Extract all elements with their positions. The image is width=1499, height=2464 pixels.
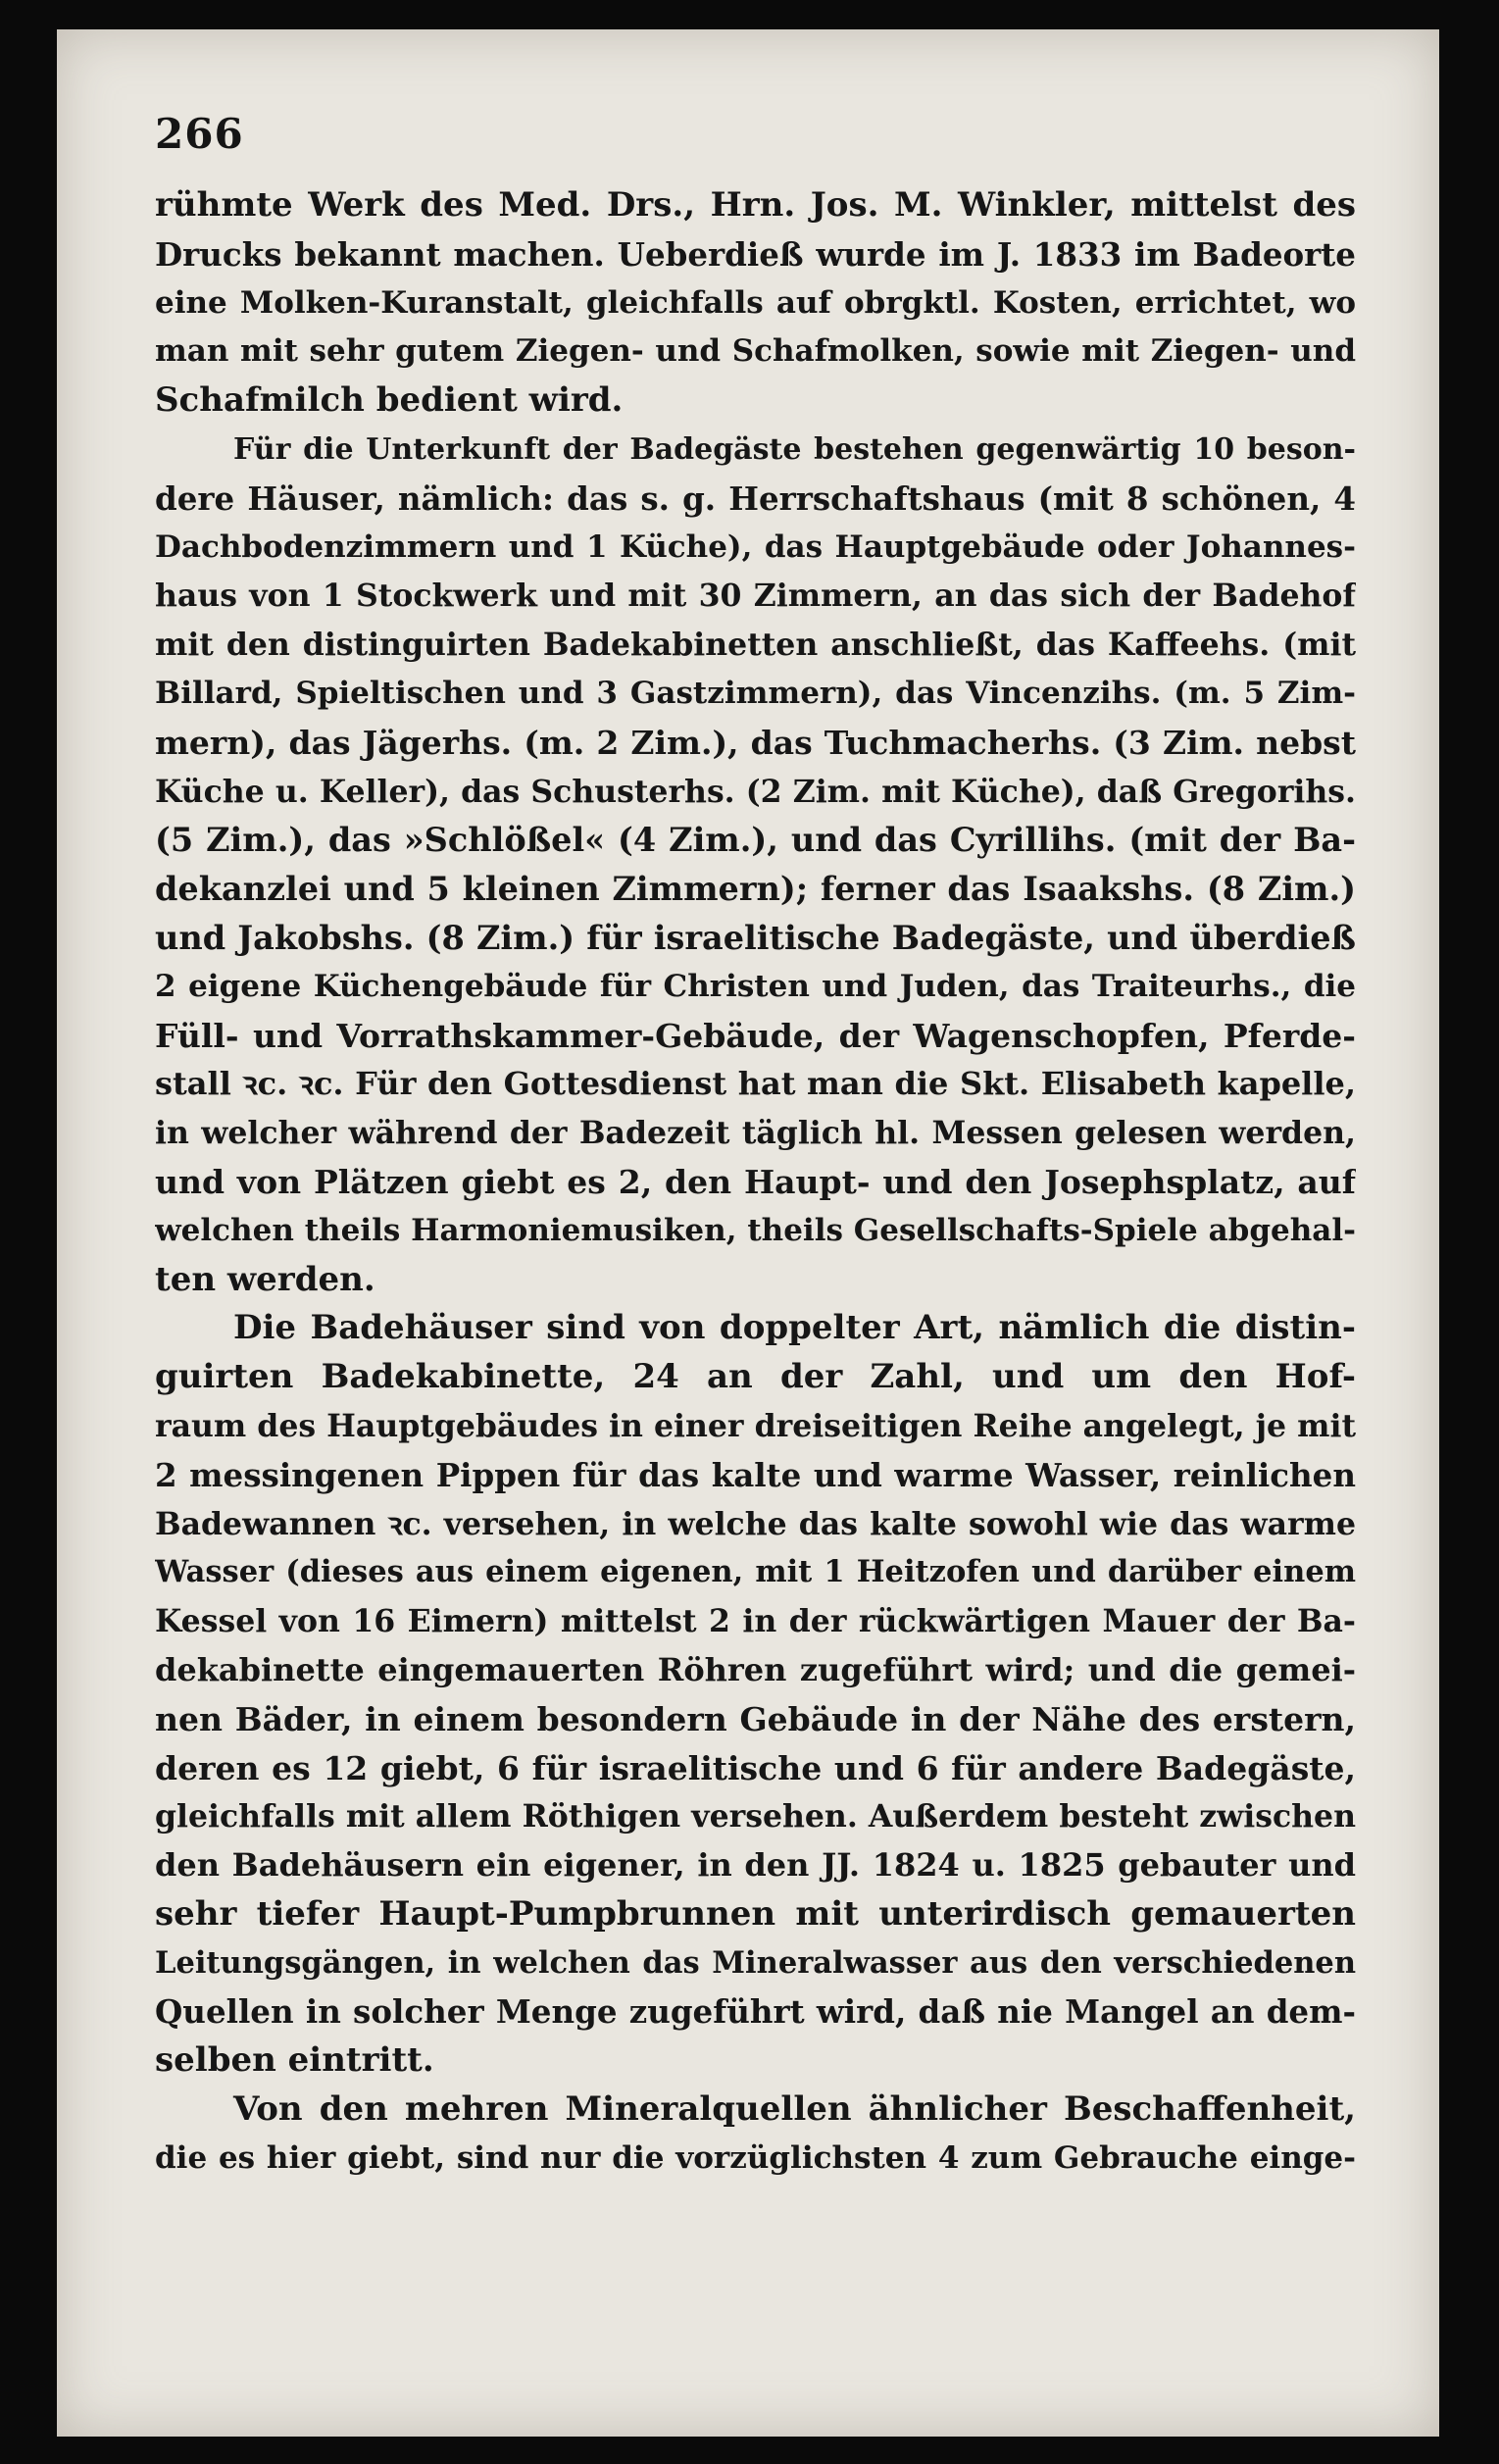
- text-line: 2 messingenen Pippen für das kalte und warme Wasser, reinlichen: [155, 1455, 1356, 1494]
- text-line: dekanzlei und 5 kleinen Zimmern); ferner das Isaakshs. (8 Zim.): [155, 870, 1356, 909]
- text-line: ten werden.: [155, 1259, 375, 1299]
- text-line: Kessel von 16 Eimern) mittelst 2 in der rückwärtigen Mauer der Ba-: [155, 1603, 1356, 1640]
- text-line: und Jakobshs. (8 Zim.) für israelitische Badegäste, und überdieß: [155, 918, 1356, 957]
- text-line: Von den mehren Mineralquellen ähnlicher Beschaffenheit,: [233, 2089, 1356, 2130]
- text-line: den Badehäusern ein eigener, in den JJ. 1824 u. 1825 gebauter und: [155, 1846, 1356, 1885]
- text-line: guirten Badekabinette, 24 an der Zahl, und um den Hof-: [155, 1357, 1356, 1397]
- text-line: in welcher während der Badezeit täglich hl. Messen gelesen werden,: [155, 1115, 1356, 1152]
- text-line: Füll- und Vorrathskammer-Gebäude, der Wagenschopfen, Pferde-: [155, 1016, 1356, 1055]
- text-line: Leitungsgängen, in welchen das Mineralwasser aus den verschiedenen: [155, 1944, 1356, 1981]
- text-line: und von Plätzen giebt es 2, den Haupt- und den Josephsplatz, auf: [155, 1162, 1356, 1201]
- text-line: Schafmilch bedient wird.: [155, 380, 624, 421]
- text-line: dekabinette eingemauerten Röhren zugeführt wird; und die gemei-: [155, 1650, 1356, 1688]
- text-line: dere Häuser, nämlich: das s. g. Herrschaftshaus (mit 8 schönen, 4: [155, 478, 1356, 518]
- text-line: Badewannen ꝛc. versehen, in welche das kalte sowohl wie das warme: [155, 1505, 1356, 1542]
- text-line: Wasser (dieses aus einem eigenen, mit 1 Heitzofen und darüber einem: [155, 1554, 1356, 1590]
- text-line: Drucks bekannt machen. Ueberdieß wurde im J. 1833 im Badeorte: [155, 234, 1356, 274]
- text-line: 2 eigene Küchengebäude für Christen und Juden, das Traiteurhs., die: [155, 968, 1356, 1004]
- text-line: Billard, Spieltischen und 3 Gastzimmern), das Vincenzihs. (m. 5 Zim-: [155, 675, 1356, 711]
- text-line: eine Molken-Kuranstalt, gleichfalls auf obrgktl. Kosten, errichtet, wo: [155, 284, 1356, 321]
- text-line: man mit sehr gutem Ziegen- und Schafmolken, sowie mit Ziegen- und: [155, 333, 1356, 370]
- text-line: Für die Unterkunft der Badegäste bestehen gegenwärtig 10 beson-: [233, 431, 1356, 467]
- text-line: haus von 1 Stockwerk und mit 30 Zimmern, an das sich der Badehof: [155, 578, 1356, 615]
- text-line: stall ꝛc. ꝛc. Für den Gottesdienst hat man die Skt. Elisabeth kapelle,: [155, 1065, 1356, 1103]
- text-line: deren es 12 giebt, 6 für israelitische und 6 für andere Badegäste,: [155, 1748, 1356, 1787]
- text-line: mit den distinguirten Badekabinetten anschließt, das Kaffeehs. (mit: [155, 627, 1356, 664]
- text-line: Dachbodenzimmern und 1 Küche), das Hauptgebäude oder Johannes-: [155, 528, 1356, 565]
- page-number: 266: [155, 110, 244, 158]
- text-line: nen Bäder, in einem besondern Gebäude in der Nähe des erstern,: [155, 1699, 1356, 1738]
- body-text: [155, 181, 1356, 2184]
- text-line: welchen theils Harmoniemusiken, theils Gesellschafts-Spiele abgehal-: [155, 1212, 1356, 1248]
- text-line: Quellen in solcher Menge zugeführt wird, daß nie Mangel an dem-: [155, 1992, 1356, 2032]
- text-line: die es hier giebt, sind nur die vorzüglichsten 4 zum Gebrauche einge-: [155, 2139, 1356, 2176]
- text-line: sehr tiefer Haupt-Pumpbrunnen mit unterirdisch gemauerten: [155, 1893, 1356, 1934]
- text-line: mern), das Jägerhs. (m. 2 Zim.), das Tuchmacherhs. (3 Zim. nebst: [155, 723, 1356, 762]
- text-line: raum des Hauptgebäudes in einer dreiseitigen Reihe angelegt, je mit: [155, 1407, 1356, 1444]
- text-line: Küche u. Keller), das Schusterhs. (2 Zim. mit Küche), daß Gregorihs.: [155, 773, 1356, 810]
- text-line: rühmte Werk des Med. Drs., Hrn. Jos. M. Winkler, mittelst des: [155, 185, 1356, 225]
- text-line: selben eintritt.: [155, 2040, 434, 2081]
- text-line: gleichfalls mit allem Röthigen versehen. Außerdem besteht zwischen: [155, 1798, 1356, 1835]
- text-line: (5 Zim.), das »Schlößel« (4 Zim.), und das Cyrillihs. (mit der Ba-: [155, 821, 1356, 860]
- text-line: Die Badehäuser sind von doppelter Art, nämlich die distin-: [233, 1308, 1356, 1348]
